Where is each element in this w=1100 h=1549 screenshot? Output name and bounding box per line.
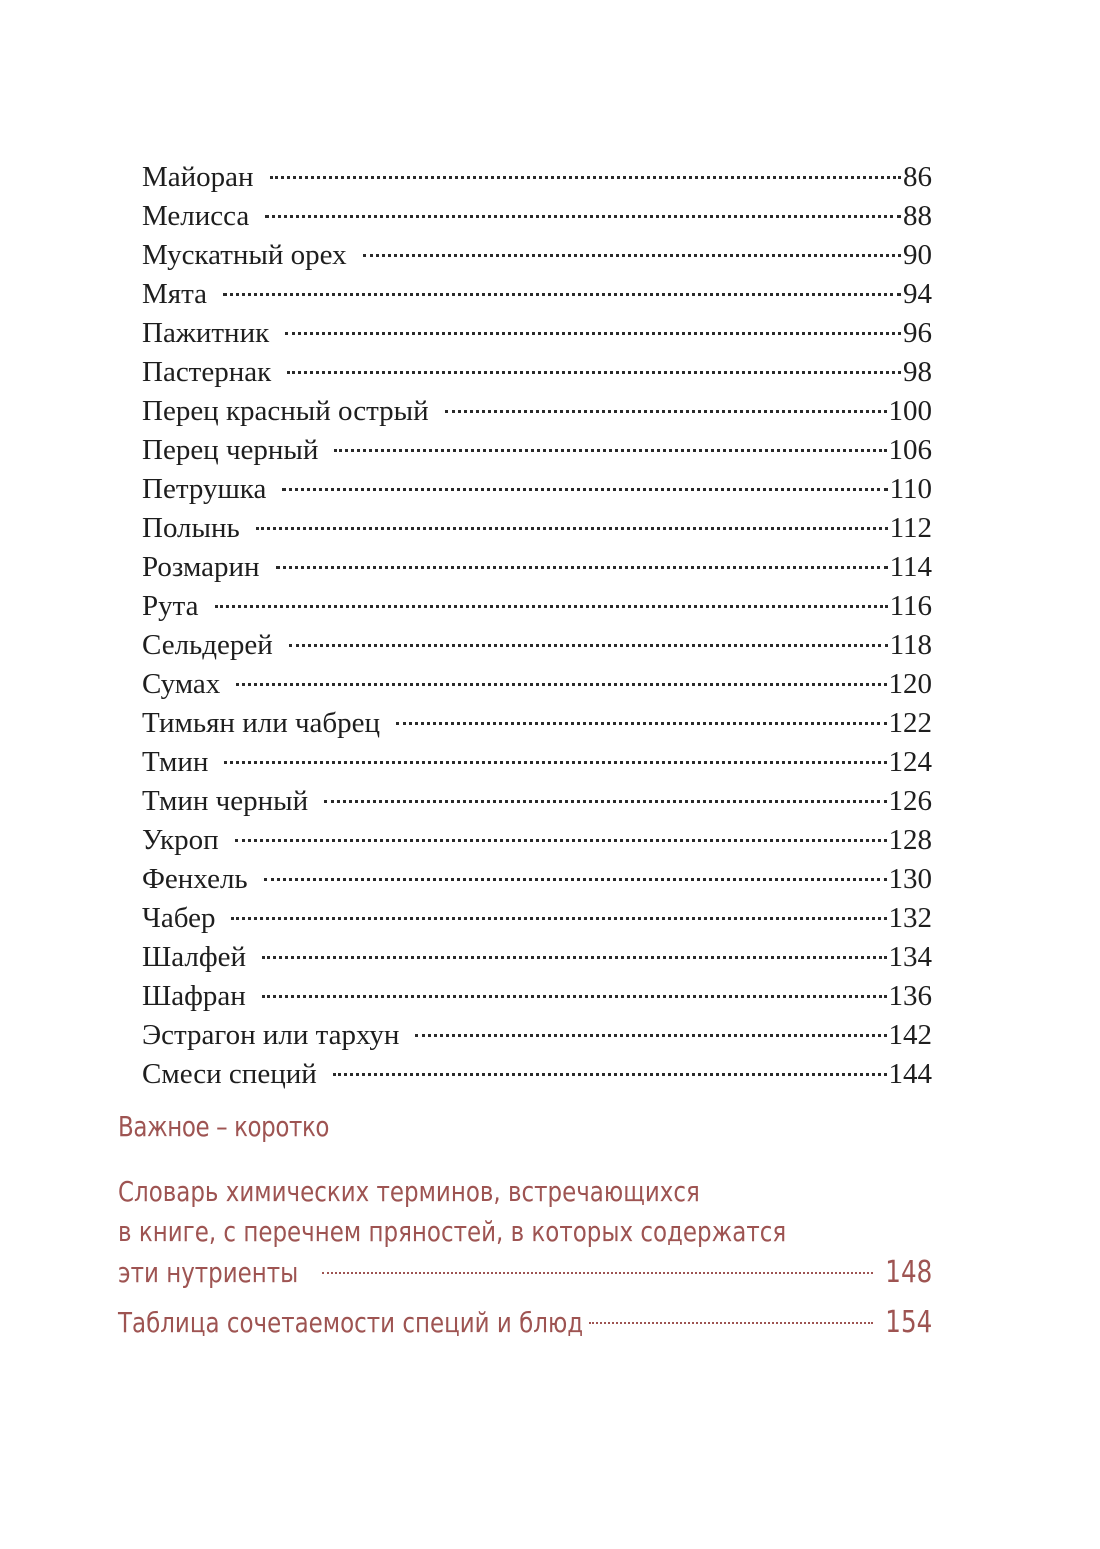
toc-entry-page: 136 <box>888 980 932 1012</box>
dot-leader <box>224 761 886 764</box>
dot-leader <box>445 410 887 413</box>
toc-entry-page: 106 <box>888 434 932 466</box>
section-dictionary-line3: эти нутриенты <box>118 1256 299 1289</box>
toc-entry-page: 114 <box>889 551 932 583</box>
toc-entry-title: Эстрагон или тархун <box>142 1019 400 1051</box>
toc-entry[interactable] <box>142 1016 932 1055</box>
toc-entry[interactable] <box>142 899 932 938</box>
table-of-contents <box>142 158 932 1094</box>
toc-entry-page: 120 <box>888 668 932 700</box>
toc-entry-title: Перец красный острый <box>142 395 429 427</box>
dot-leader <box>334 449 886 452</box>
toc-entry-title: Пастернак <box>142 356 272 388</box>
section-dictionary-last-row <box>118 1252 932 1294</box>
dot-leader <box>396 722 886 725</box>
toc-entry-title: Шафран <box>142 980 246 1012</box>
toc-entry[interactable] <box>142 509 932 548</box>
dot-leader <box>589 1322 872 1324</box>
toc-entry-title: Розмарин <box>142 551 260 583</box>
toc-entry[interactable] <box>142 587 932 626</box>
toc-entry-page: 96 <box>903 317 932 349</box>
toc-entry-page: 122 <box>888 707 932 739</box>
toc-entry[interactable] <box>142 392 932 431</box>
dot-leader <box>276 566 888 569</box>
toc-entry-page: 130 <box>888 863 932 895</box>
dot-leader <box>333 1073 887 1076</box>
toc-entry-page: 144 <box>888 1058 932 1090</box>
dot-leader <box>231 917 886 920</box>
toc-entry-title: Петрушка <box>142 473 267 505</box>
toc-entry-title: Мята <box>142 278 208 310</box>
toc-entry-title: Фенхель <box>142 863 248 895</box>
toc-entry[interactable] <box>142 548 932 587</box>
section-dictionary-line1: Словарь химических терминов, встречающихся <box>118 1175 700 1208</box>
toc-entry[interactable] <box>142 431 932 470</box>
section-table-title: Таблица сочетаемости специй и блюд <box>118 1306 584 1339</box>
dot-leader <box>215 605 888 608</box>
toc-entry[interactable] <box>142 275 932 314</box>
section-dictionary-line2: в книге, с перечнем пряностей, в которых содержатся <box>118 1215 787 1248</box>
toc-entry-page: 110 <box>889 473 932 505</box>
toc-entry[interactable] <box>142 236 932 275</box>
dot-leader <box>322 1272 873 1274</box>
toc-entry-page: 118 <box>889 629 932 661</box>
toc-entry[interactable] <box>142 743 932 782</box>
dot-leader <box>262 995 887 998</box>
toc-entry-title: Тимьян или чабрец <box>142 707 381 739</box>
dot-leader <box>285 332 901 335</box>
toc-entry[interactable] <box>142 626 932 665</box>
toc-entry-title: Мускатный орех <box>142 239 347 271</box>
toc-entry[interactable] <box>142 353 932 392</box>
section-table-row <box>118 1302 932 1344</box>
toc-entry-title: Полынь <box>142 512 240 544</box>
section-table-page: 154 <box>885 1305 932 1340</box>
toc-entry-page: 90 <box>903 239 932 271</box>
toc-entry-page: 86 <box>903 161 932 193</box>
toc-entry[interactable] <box>142 158 932 197</box>
toc-entry-title: Чабер <box>142 902 216 934</box>
toc-entry-page: 134 <box>888 941 932 973</box>
section-dictionary-page: 148 <box>885 1255 932 1290</box>
toc-entry-page: 100 <box>888 395 932 427</box>
dot-leader <box>256 527 888 530</box>
section-dictionary[interactable] <box>118 1172 932 1294</box>
dot-leader <box>324 800 886 803</box>
toc-entry[interactable] <box>142 470 932 509</box>
toc-entry-page: 112 <box>889 512 932 544</box>
toc-entry-page: 94 <box>903 278 932 310</box>
toc-entry[interactable] <box>142 938 932 977</box>
toc-entry-page: 98 <box>903 356 932 388</box>
toc-entry[interactable] <box>142 314 932 353</box>
toc-entry[interactable] <box>142 821 932 860</box>
toc-entry-page: 132 <box>888 902 932 934</box>
section-dictionary-line <box>118 1212 932 1252</box>
section-table[interactable] <box>118 1302 932 1344</box>
toc-entry-title: Сумах <box>142 668 221 700</box>
toc-entry-title: Сельдерей <box>142 629 273 661</box>
toc-entry[interactable] <box>142 1055 932 1094</box>
dot-leader <box>270 176 901 179</box>
toc-entry[interactable] <box>142 704 932 743</box>
toc-entry-page: 126 <box>888 785 932 817</box>
toc-entry-page: 128 <box>888 824 932 856</box>
dot-leader <box>289 644 888 647</box>
toc-entry-page: 142 <box>888 1019 932 1051</box>
toc-entry-title: Шалфей <box>142 941 247 973</box>
dot-leader <box>282 488 887 491</box>
toc-entry-title: Пажитник <box>142 317 270 349</box>
dot-leader <box>264 878 887 881</box>
toc-entry-page: 124 <box>888 746 932 778</box>
toc-entry[interactable] <box>142 860 932 899</box>
toc-entry[interactable] <box>142 665 932 704</box>
toc-entry-title: Рута <box>142 590 199 622</box>
section-important-title: Важное – коротко <box>118 1110 330 1143</box>
dot-leader <box>235 839 887 842</box>
toc-entry[interactable] <box>142 197 932 236</box>
toc-entry[interactable] <box>142 977 932 1016</box>
toc-entry-page: 88 <box>903 200 932 232</box>
dot-leader <box>363 254 901 257</box>
toc-entry-title: Смеси специй <box>142 1058 317 1090</box>
toc-entry-title: Перец черный <box>142 434 319 466</box>
toc-entry-page: 116 <box>889 590 932 622</box>
dot-leader <box>236 683 886 686</box>
dot-leader <box>223 293 901 296</box>
toc-entry-title: Майоран <box>142 161 254 193</box>
dot-leader <box>265 215 901 218</box>
section-important[interactable] <box>118 1110 375 1143</box>
toc-entry-title: Мелисса <box>142 200 250 232</box>
toc-entry-title: Укроп <box>142 824 219 856</box>
dot-leader <box>287 371 901 374</box>
toc-entry-title: Тмин <box>142 746 209 778</box>
dot-leader <box>262 956 886 959</box>
toc-entry[interactable] <box>142 782 932 821</box>
toc-entry-title: Тмин черный <box>142 785 309 817</box>
section-dictionary-line <box>118 1172 932 1212</box>
dot-leader <box>415 1034 886 1037</box>
